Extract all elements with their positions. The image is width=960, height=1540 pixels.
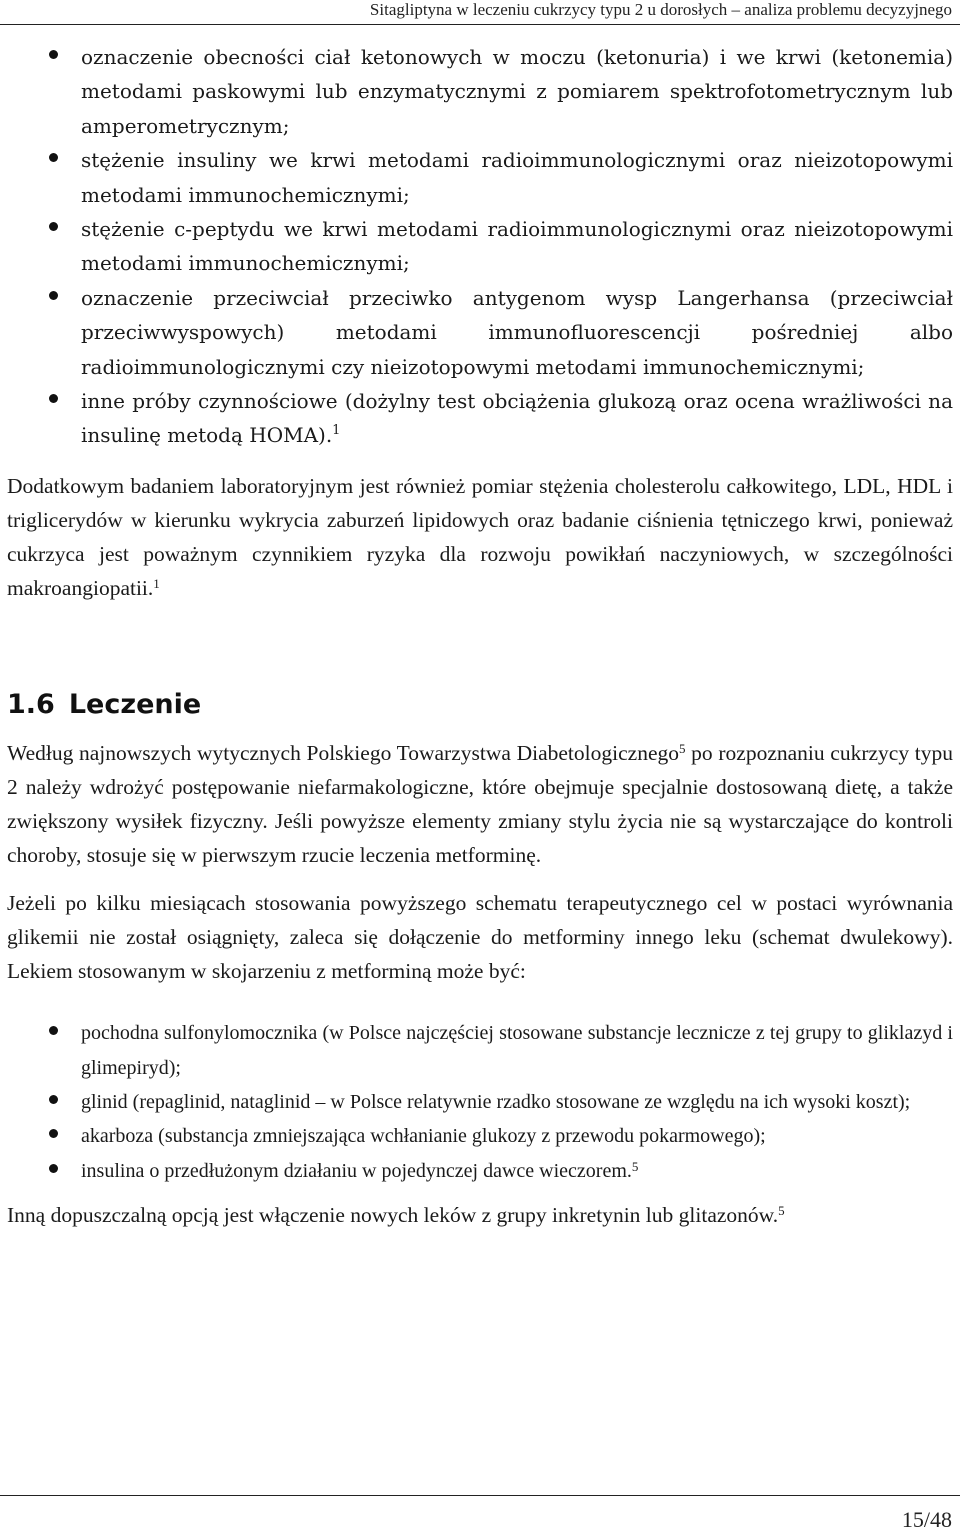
section-title: Leczenie [68,688,202,720]
footnote-ref: 5 [679,740,686,756]
footnote-ref: 5 [778,1203,785,1219]
list-item: glinid (repaglinid, nataglinid – w Polsce relatywnie rzadko stosowane ze względu na ich wysoki koszt); [7,1085,953,1119]
section-number: 1.6 [7,688,55,720]
bullet-icon [49,222,58,231]
bullet-icon [49,50,58,59]
bullet-icon [49,153,58,162]
bullet-icon [49,291,58,300]
footnote-ref: 1 [153,576,160,592]
page-number: 15/48 [901,1507,952,1532]
list-item: stężenie insuliny we krwi metodami radioimmunologicznymi oraz nieizotopowymi metodami immunochemicznymi; [7,143,953,212]
diagnostic-tests-list [7,40,953,453]
page-header [0,0,960,25]
section-heading [7,688,953,722]
footnote-ref: 5 [631,1158,639,1174]
footnote-ref: 1 [332,423,341,439]
footer-divider [0,1495,960,1496]
combination-drugs-list [7,1016,953,1188]
bullet-icon [49,1129,58,1138]
list-item: insulina o przedłużonym działaniu w pojedynczej dawce wieczorem.$^5$ [7,1154,953,1188]
paragraph-dual-therapy: Jeżeli po kilku miesiącach stosowania powyższego schematu terapeutycznego cel w postaci wyrównania glikemii nie został osiągnięty, zaleca się dołączenie do metforminy innego leku (schemat dwulekowy). Lekiem stosowanym w skojarzeniu z metforminą może być: [7,890,953,983]
paragraph-other-options: Inną dopuszczalną opcją jest włączenie nowych leków z grupy inkretynin lub glitazonów.$^5$ [7,1203,785,1228]
paragraph-lab-tests: Dodatkowym badaniem laboratoryjnym jest również pomiar stężenia cholesterolu całkowitego, LDL, HDL i triglicerydów w kierunku wykrycia zaburzeń lipidowych oraz badanie ciśnienia tętniczego krwi, ponieważ cukrzyca jest poważnym czynnikiem ryzyka dla rozwoju powikłań naczyniowych, w szczególności makroangiopatii.$^1$ [7,473,953,601]
bullet-icon [49,1164,58,1173]
bullet-icon [49,394,58,403]
list-item: oznaczenie przeciwciał przeciwko antygenom wysp Langerhansa (przeciwciał przeciwwyspowych) metodami immunofluorescencji pośredniej albo radioimmunologicznymi czy nieizotopowymi metodami immunochemicznymi; [7,281,953,384]
document-title: Sitagliptyna w leczeniu cukrzycy typu 2 u dorosłych – analiza problemu decyzyjnego [369,0,952,19]
list-item: pochodna sulfonylomocznika (w Polsce najczęściej stosowane substancje lecznicze z tej grupy to gliklazyd i glimepiryd); [7,1016,953,1085]
paragraph-guidelines: Według najnowszych wytycznych Polskiego Towarzystwa Diabetologicznego$^5$ po rozpoznaniu cukrzycy typu 2 należy wdrożyć postępowanie niefarmakologiczne, które obejmuje specjalnie dostosowaną dietę, a także zwiększony wysiłek fizyczny. Jeśli powyższe elementy zmiany stylu życia nie są wystarczające do kontroli choroby, stosuje się w pierwszym rzucie leczenia metforminę. [7,740,953,868]
page-content [7,40,953,1232]
bullet-icon [49,1095,58,1104]
bullet-icon [49,1026,58,1035]
list-item: akarboza (substancja zmniejszająca wchłanianie glukozy z przewodu pokarmowego); [7,1119,953,1153]
list-item: stężenie c-peptydu we krwi metodami radioimmunologicznymi oraz nieizotopowymi metodami immunochemicznymi; [7,212,953,281]
list-item: inne próby czynnościowe (dożylny test obciążenia glukozą oraz ocena wrażliwości na insulinę metodą HOMA).$^1$ [7,384,953,453]
list-item: oznaczenie obecności ciał ketonowych w moczu (ketonuria) i we krwi (ketonemia) metodami paskowymi lub enzymatycznymi z pomiarem spektrofotometrycznym lub amperometrycznym; [7,40,953,143]
